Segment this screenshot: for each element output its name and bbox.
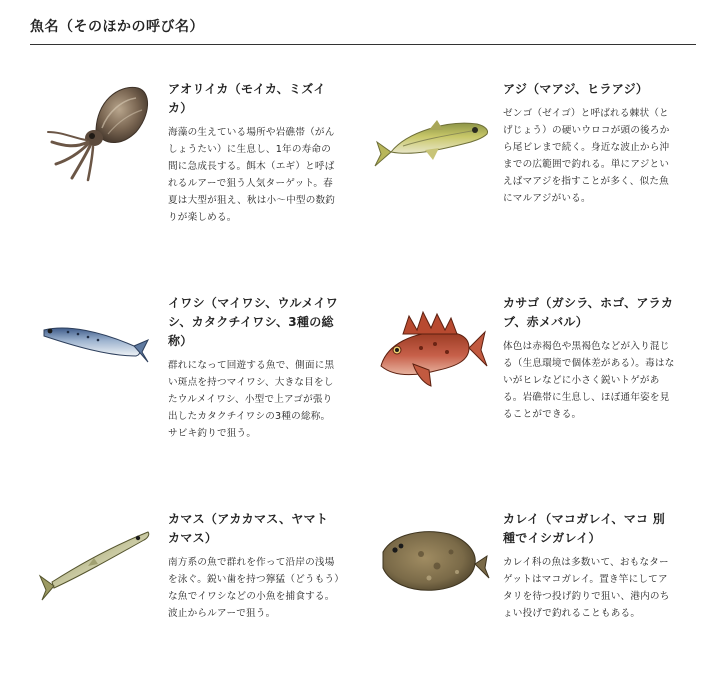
fish-description: 海藻の生えている場所や岩礁帯（がんしょうたい）に生息し、1年の寿命の間に急成長する。餌木（エギ）と呼ばれるルアーで狙う人気ターゲット。春夏は大型が狙え、秋は小〜中型の数釣りが楽しめる。	[168, 127, 336, 223]
fish-description: 体色は赤褐色や黒褐色などが入り混じる（生息環境で個体差がある）。毒はないがヒレなどに小さく鋭いトゲがある。岩礁帯に生息し、ほぼ通年姿を見ることができる。	[503, 341, 675, 420]
squid-icon	[38, 82, 156, 192]
page-title: 魚名（そのほかの呼び名）	[30, 19, 204, 35]
fish-description: カレイ科の魚は多数いて、おもなターゲットはマコガレイ。置き竿にしてアタリを待つ投げ釣りで狙い、港内のちょい投げで釣れることもある。	[503, 557, 670, 619]
fish-name: カサゴ（ガシラ、ホゴ、アラカブ、赤メバル）	[503, 296, 674, 329]
fish-description: 群れになって回遊する魚で、側面に黒い斑点を持つマイワシ、大きな目をしたウルメイワシ、小型で上アゴが張り出したカタクチイワシの3種の総称。サビキ釣りで狙う。	[168, 360, 335, 439]
fish-text	[168, 510, 340, 622]
fish-name: イワシ（マイワシ、ウルメイワシ、カタクチイワシ、3種の総称）	[168, 296, 339, 348]
flounder-icon	[373, 516, 491, 626]
fish-text	[168, 294, 340, 442]
fish-description: ゼンゴ（ゼイゴ）と呼ばれる棘状（とげじょう）の硬いウロコが頭の後ろから尾ビレまで続く。身近な波止から沖までの広範囲で釣れる。単にアジといえばマアジを指すことが多く、似た魚にマルアジがいる。	[503, 108, 670, 204]
horse-mackerel-icon	[373, 90, 491, 200]
sardine-icon	[38, 296, 156, 406]
fish-text	[503, 510, 675, 622]
fish-text	[168, 80, 340, 226]
barracuda-icon	[38, 516, 156, 626]
rockfish-icon	[373, 304, 491, 414]
fish-description: 南方系の魚で群れを作って沿岸の浅場を泳ぐ。鋭い歯を持つ獰猛（どうもう）な魚でイワシなどの小魚を捕食する。波止からルアーで狙う。	[168, 557, 340, 619]
fish-text	[503, 80, 675, 207]
page-header	[30, 16, 696, 45]
fish-name: アジ（マアジ、ヒラアジ）	[503, 82, 649, 96]
fish-name: アオリイカ（モイカ、ミズイカ）	[168, 82, 326, 115]
fish-text	[503, 294, 675, 423]
fish-name: カレイ（マコガレイ、マコ 別種でイシガレイ）	[503, 512, 666, 545]
fish-name: カマス（アカカマス、ヤマトカマス）	[168, 512, 329, 545]
